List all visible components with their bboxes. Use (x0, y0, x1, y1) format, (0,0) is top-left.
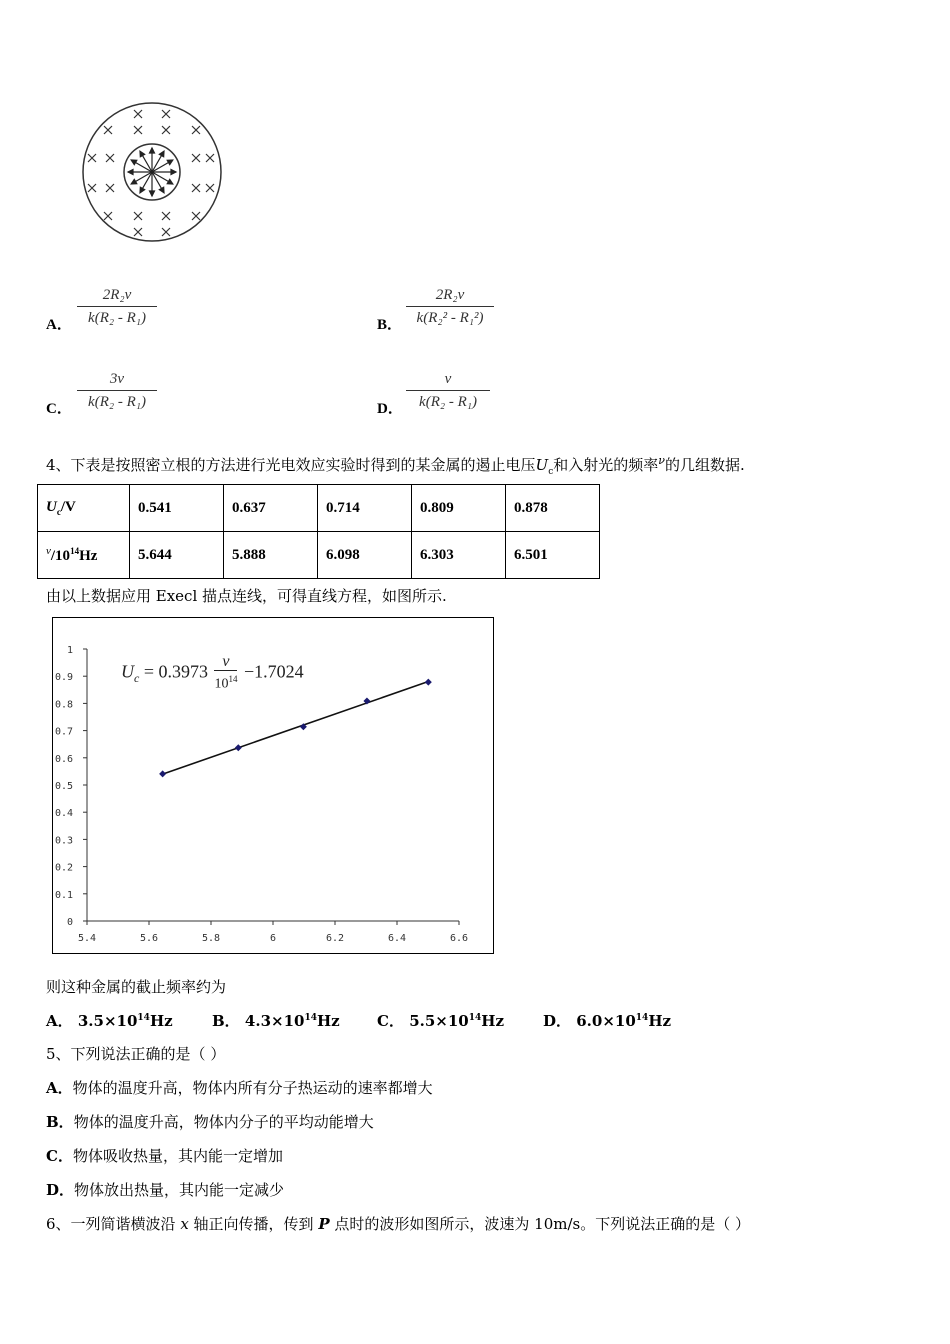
field-cross-icon (162, 110, 170, 118)
arrowhead-icon (159, 151, 164, 157)
field-cross-icon (88, 154, 96, 162)
field-cross-icon (192, 126, 200, 134)
arrowhead-icon (159, 187, 164, 193)
x-tick-label: 5.6 (139, 933, 159, 944)
table-header-uc: $U_c/V$ (38, 485, 130, 532)
field-cross-icon (134, 228, 142, 236)
field-cross-icon (104, 212, 112, 220)
magnetic-field-figure (78, 100, 228, 245)
y-tick-label: 0.3 (54, 835, 73, 847)
field-cross-icon (106, 184, 114, 192)
q3-option-a-label: A． (46, 317, 72, 333)
q4-option-d[interactable]: D． $6.0\times 10^{14}Hz$ (543, 1012, 672, 1030)
trendline (163, 682, 429, 775)
table-cell: 6.303 (412, 532, 506, 579)
table-cell: 5.644 (130, 532, 224, 579)
data-point (425, 679, 432, 686)
q5-stem: 5、下列说法正确的是（ ） (46, 1045, 226, 1063)
arrowhead-icon (171, 170, 176, 175)
arrowhead-icon (128, 170, 133, 175)
q4-option-c[interactable]: C． $5.5\times 10^{14}Hz$ (377, 1012, 504, 1030)
q3-option-c-fraction: 3v k(R₂ - R₁) (77, 370, 157, 411)
q3-option-c-label: C． (46, 401, 72, 417)
field-cross-icon (104, 126, 112, 134)
table-row (38, 532, 600, 579)
y-tick-label: 0.1 (54, 889, 73, 901)
field-cross-icon (192, 212, 200, 220)
x-tick-label: 6 (269, 933, 277, 944)
q3-option-d-fraction: v k(R₂ - R₁) (406, 370, 490, 411)
field-cross-icon (106, 154, 114, 162)
field-cross-icon (134, 126, 142, 134)
field-cross-icon (192, 184, 200, 192)
q3-option-a-fraction: 2R₂v k(R₂ - R₁) (77, 286, 157, 327)
field-cross-icon (88, 184, 96, 192)
table-cell: 0.637 (224, 485, 318, 532)
q3-option-d-label: D． (377, 401, 403, 417)
y-tick-label: 0 (66, 917, 73, 928)
table-cell: 0.714 (318, 485, 412, 532)
x-tick-label: 6.2 (325, 933, 345, 944)
table-cell: 0.541 (130, 485, 224, 532)
field-cross-icon (206, 184, 214, 192)
table-cell: 6.501 (506, 532, 600, 579)
x-tick-label: 6.6 (449, 933, 469, 944)
x-tick-label: 5.4 (77, 933, 97, 944)
q5-option-a[interactable]: A．物体的温度升高，物体内所有分子热运动的速率都增大 (46, 1079, 433, 1097)
q4-after-table-text: 由以上数据应用 Execl 描点连线，可得直线方程，如图所示. (46, 587, 447, 605)
q5-option-c[interactable]: C．物体吸收热量，其内能一定增加 (46, 1147, 283, 1165)
q4-stem: 4、下表是按照密立根的方法进行光电效应实验时得到的某金属的遏止电压$U_c$和入射光的频率$^\nu$的几组数据. (46, 454, 745, 477)
table-cell: 6.098 (318, 532, 412, 579)
q3-option-b-label: B． (377, 317, 403, 333)
x-tick-label: 6.4 (387, 933, 407, 944)
q3-option-b-fraction: 2R₂v k(R₂² - R₁²) (406, 286, 494, 327)
q4-option-a[interactable]: A． $3.5\times 10^{14}Hz$ (46, 1012, 173, 1030)
y-tick-label: 0.9 (54, 672, 73, 684)
y-tick-label: 0.2 (54, 862, 73, 874)
q4-option-b[interactable]: B． $4.3\times 10^{14}Hz$ (212, 1012, 340, 1030)
x-tick-label: 5.8 (201, 933, 221, 944)
q5-option-d[interactable]: D．物体放出热量，其内能一定减少 (46, 1181, 285, 1199)
table-cell: 0.878 (506, 485, 600, 532)
q6-stem: 6、一列简谐横波沿 x 轴正向传播，传到 P 点时的波形如图所示，波速为 10m/s。下列说法正确的是（ ） (46, 1215, 750, 1233)
arrowhead-icon (131, 179, 137, 184)
field-cross-icon (192, 154, 200, 162)
field-cross-icon (206, 154, 214, 162)
field-cross-icon (162, 228, 170, 236)
table-cell: 5.888 (224, 532, 318, 579)
chart-equation: $U_c = 0.3973$ $\frac{\nu}{10^{14}}$ −1.7024 (121, 653, 304, 692)
y-tick-label: 0.6 (54, 753, 73, 765)
arrowhead-icon (131, 160, 137, 165)
arrowhead-icon (150, 148, 155, 153)
table-row (38, 485, 600, 532)
table-header-nu: $^\nu/10^{14}Hz$ (38, 532, 130, 579)
field-cross-icon (162, 126, 170, 134)
y-tick-label: 0.5 (54, 781, 73, 792)
y-tick-label: 0.4 (54, 808, 73, 820)
y-tick-label: 0.7 (54, 726, 73, 738)
field-cross-icon (134, 110, 142, 118)
q4-data-table (37, 484, 600, 579)
arrowhead-icon (140, 187, 145, 193)
chart-frame (52, 617, 494, 954)
arrowhead-icon (167, 179, 173, 184)
y-tick-label: 0.8 (54, 699, 73, 711)
field-cross-icon (134, 212, 142, 220)
table-cell: 0.809 (412, 485, 506, 532)
field-cross-icon (162, 212, 170, 220)
q5-option-b[interactable]: B．物体的温度升高，物体内分子的平均动能增大 (46, 1113, 374, 1131)
arrowhead-icon (140, 151, 145, 157)
q4-question: 则这种金属的截止频率约为 (46, 978, 227, 996)
data-point (159, 770, 166, 777)
data-point (235, 744, 242, 751)
y-tick-label: 1 (66, 645, 73, 656)
arrowhead-icon (167, 160, 173, 165)
arrowhead-icon (150, 191, 155, 196)
